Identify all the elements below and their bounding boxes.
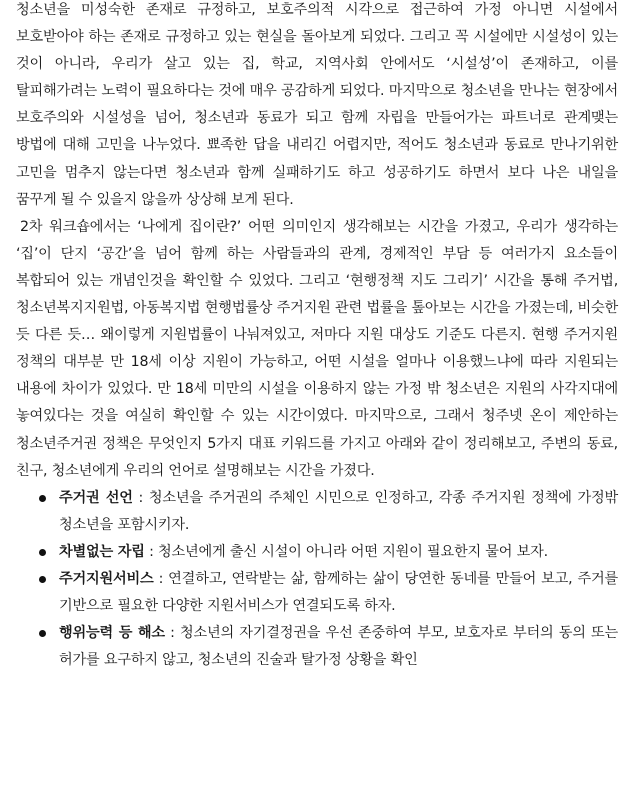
bullet-icon [39,549,46,556]
keyword-description: : 청소년에게 출신 시설이 아니라 어떤 지원이 필요한지 물어 보자. [144,543,548,560]
list-item [59,485,618,539]
keyword-term: 주거권 선언 [59,489,133,506]
bullet-icon [39,576,46,583]
bullet-icon [39,630,46,637]
list-item [59,539,618,566]
keyword-description: : 청소년의 자기결정권을 우선 존중하여 부모, 보호자로 부터의 동의 또는 허가를 요구하지 않고, 청소년의 진술과 탈가정 상황을 확인 [59,625,618,669]
list-item [59,620,618,674]
keyword-description: : 연결하고, 연락받는 삶, 함께하는 삶이 당연한 동네를 만들어 보고, 주거를 기반으로 필요한 다양한 지원서비스가 연결되도록 하자. [59,570,618,615]
keyword-term: 주거지원서비스 [59,570,154,587]
keyword-description: : 청소년을 주거권의 주체인 시민으로 인정하고, 각종 주거지원 정책에 가정밖 청소년을 포함시키자. [59,489,618,533]
body-paragraph-1: 청소년을 미성숙한 존재로 규정하고, 보호주의적 시각으로 접근하여 가정 아니면 시설에서 보호받아야 하는 존재로 규정하고 있는 현실을 돌아보게 되었다. 그리고 꼭 시설에만 시설성이 있는 것이 아니라, 우리가 살고 있는 집, 학교, 지역사회 안에서도 ‘시설성’이 존재하고, 이를 탈피해가려는 노력이 필요하다는 것에 매우 공감하게 되었다. 마지막으로 청소년을 만나는 현장에서 보호주의와 시설성을 넘어, 청소년과 동료가 되고 함께 자립을 만들어가는 파트너로 관계맺는 방법에 대해 고민을 나누었다. 뾰족한 답을 내리긴 어렵지만, 적어도 청소년과 동료로 만나기위한 고민을 멈추지 않는다면 청소년과 함께 실패하기도 하고 성공하기도 하면서 보다 나은 내일을 꿈꾸게 될 수 있을지 않을까 상상해 보게 된다. [16,2,618,208]
list-item [59,566,618,620]
body-paragraph-2: 2차 워크숍에서는 ‘나에게 집이란?’ 어떤 의미인지 생각해보는 시간을 가졌고, 우리가 생각하는 ‘집’이 단지 ‘공간’을 넘어 함께 하는 사람들과의 관계, 경제적인 부담 등 여러가지 요소들이 복합되어 있는 개념인것을 확인할 수 있었다. 그리고 ‘현행정책 지도 그리기’ 시간을 통해 주거법, 청소년복지지원법, 아동복지법 현행법률상 주거지원 관련 법률을 톺아보는 시간을 가졌는데, 비슷한 듯 다른 듯… 왜이렇게 지원법률이 나눠져있고, 저마다 지원 대상도 기준도 다른지. 현행 주거지원 정책의 대부분 만 18세 이상 지원이 가능하고, 어떤 시설을 얼마나 이용했느냐에 따라 지원되는 내용에 차이가 있었다. 만 18세 미만의 시설을 이용하지 않는 가정 밖 청소년은 지원의 사각지대에 놓여있다는 것을 여실히 확인할 수 있는 시간이였다. 마지막으로, 그래서 청주넷 온이 제안하는 청소년주거권 정책은 무엇인지 5가지 대표 키워드를 가지고 아래와 같이 정리해보고, 주변의 동료, 친구, 청소년에게 우리의 언어로 설명해보는 시간을 가졌다. [16,218,618,479]
keyword-term: 차별없는 자립 [59,543,145,560]
keyword-term: 행위능력 등 해소 [59,625,165,642]
bullet-icon [39,495,46,502]
policy-keyword-list [0,485,629,675]
